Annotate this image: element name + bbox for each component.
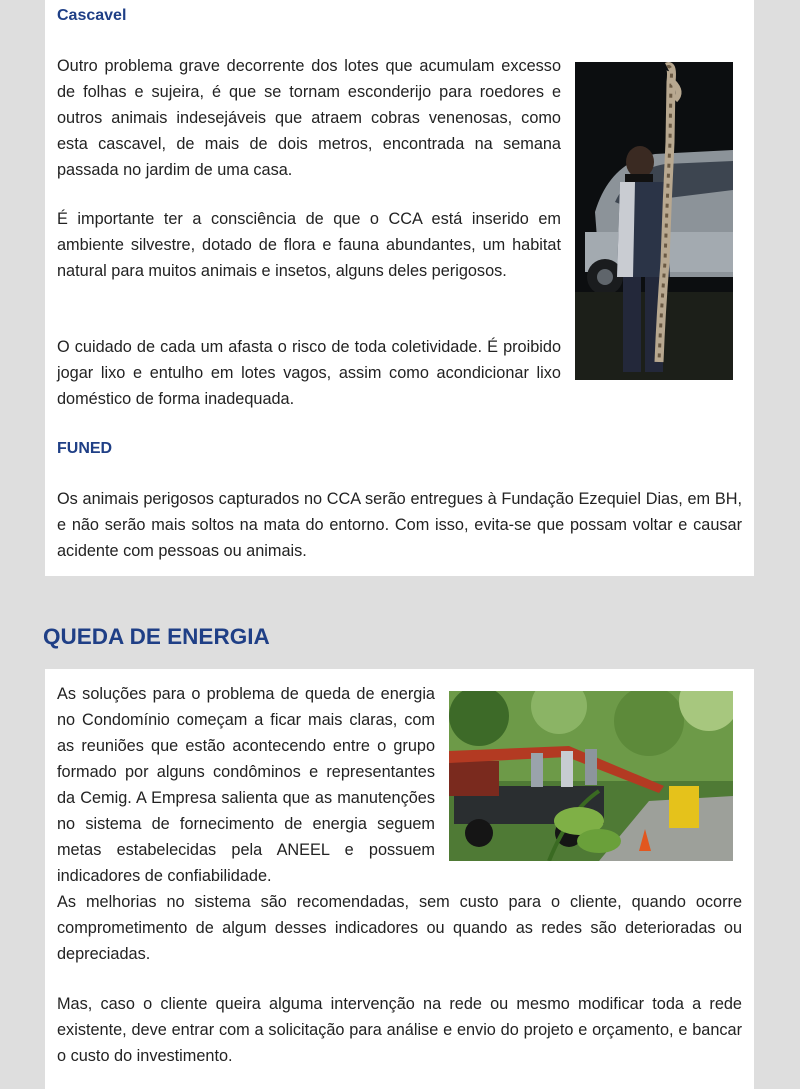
section-title-queda-de-energia: QUEDA DE ENERGIA: [43, 624, 270, 649]
cascavel-card: [45, 0, 754, 576]
snake-photo: [575, 62, 733, 380]
cascavel-heading: Cascavel: [57, 7, 127, 24]
funed-heading: FUNED: [57, 440, 113, 457]
energia-paragraph-3: Mas, caso o cliente queira alguma intervenção na rede ou mesmo modificar toda a rede existente, deve entrar com a solicitação para análise e envio do projeto e orçamento, e bancar o custo do investimento.: [57, 995, 742, 1065]
cascavel-paragraph-2: É importante ter a consciência de que o CCA está inserido em ambiente silvestre, dotado de flora e fauna abundantes, um habitat natural para muitos animais e insetos, alguns deles perigosos.: [57, 210, 561, 280]
cascavel-paragraph-1: Outro problema grave decorrente dos lotes que acumulam excesso de folhas e sujeira, é que se tornam esconderijo para roedores e outros animais indesejáveis que atraem cobras venenosas, como esta cascavel, de mais de dois metros, encontrada na semana passada no jardim de uma casa.: [57, 57, 561, 179]
energia-paragraph-2: As melhorias no sistema são recomendadas, sem custo para o cliente, quando ocorre comprometimento de algum desses indicadores ou quando as redes são deterioradas ou depreciadas.: [57, 893, 742, 963]
energia-card: [45, 669, 754, 1089]
cascavel-paragraph-3: O cuidado de cada um afasta o risco de toda coletividade. É proibido jogar lixo e entulho em lotes vagos, assim como acondicionar lixo doméstico de forma inadequada.: [57, 338, 561, 408]
cemig-truck-photo: [449, 691, 733, 861]
energia-paragraph-1: As soluções para o problema de queda de energia no Condomínio começam a ficar mais claras, com as reuniões que estão acontecendo entre o grupo formado por alguns condôminos e representantes da Cemig. A Empresa salienta que as manutenções no sistema de fornecimento de energia seguem metas estabelecidas pela ANEEL e possuem indicadores de confiabilidade.: [57, 685, 435, 885]
funed-paragraph: Os animais perigosos capturados no CCA serão entregues à Fundação Ezequiel Dias, em BH, e não serão mais soltos na mata do entorno. Com isso, evita-se que possam voltar e causar acidente com pessoas ou animais.: [57, 490, 742, 560]
